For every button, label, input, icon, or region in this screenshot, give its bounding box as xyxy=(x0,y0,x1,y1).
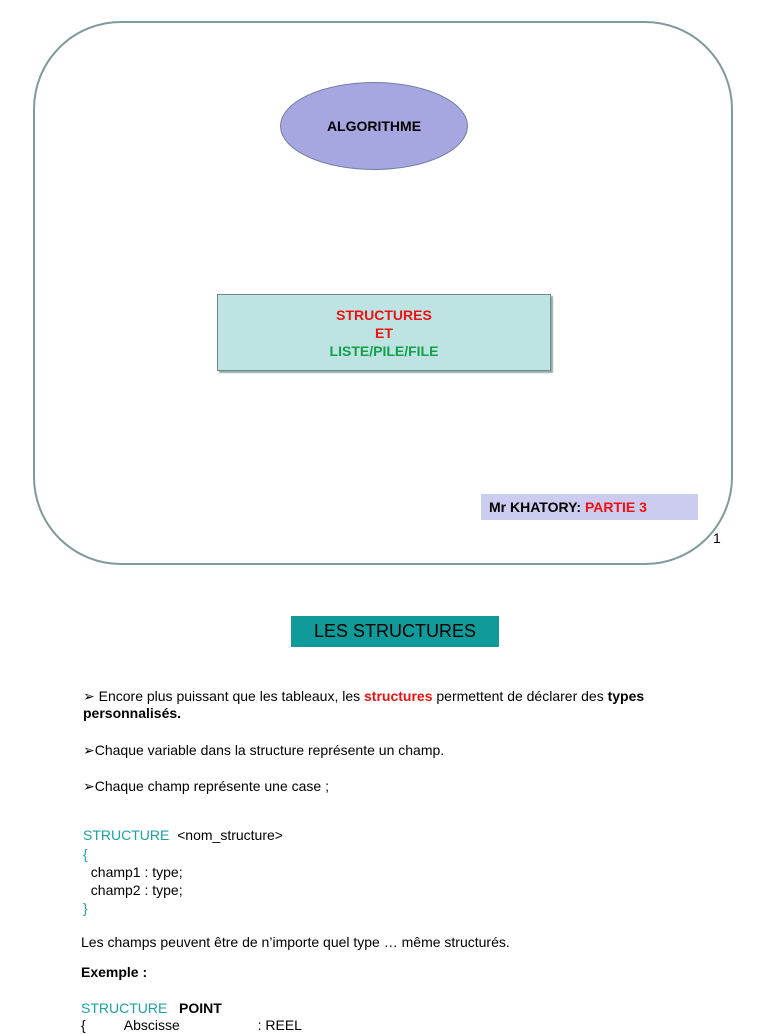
subject-line-et: ET xyxy=(375,325,393,341)
bullet1-bold-types: types xyxy=(607,688,645,704)
section-title-text: LES STRUCTURES xyxy=(313,621,477,641)
author-bar xyxy=(481,494,698,520)
example-structure-line xyxy=(81,1000,222,1017)
code-close-brace: } xyxy=(83,900,88,916)
subject-line-structures: STRUCTURES xyxy=(336,307,432,323)
slide-title: ALGORITHME xyxy=(326,118,422,134)
section-title xyxy=(291,616,499,647)
bullet1-mid: permettent de déclarer des xyxy=(432,688,608,704)
bullet-champ: ➢Chaque variable dans la structure représente un champ. xyxy=(83,742,445,758)
author-label: Mr KHATORY: xyxy=(489,499,582,515)
subject-line-liste: LISTE/PILE/FILE xyxy=(329,343,439,359)
bullet1-pre: ➢ Encore plus puissant que les tableaux, les xyxy=(83,688,365,704)
bullet-case: ➢Chaque champ représente une case ; xyxy=(83,778,329,794)
code-structure-line xyxy=(83,827,283,844)
code-name: <nom_structure> xyxy=(169,827,283,843)
code-field-2: champ2 : type; xyxy=(83,882,183,898)
part-label: PARTIE 3 xyxy=(584,499,647,515)
example-keyword: STRUCTURE xyxy=(81,1000,168,1016)
page-number: 1 xyxy=(713,530,721,546)
title-ellipse xyxy=(280,82,468,170)
example-cut-line: { Abscisse : REEL xyxy=(81,1017,302,1033)
subject-box xyxy=(217,294,551,371)
bullet1-keyword: structures xyxy=(364,688,433,704)
code-open-brace: { xyxy=(83,846,88,862)
bullet-structures xyxy=(83,688,723,722)
code-keyword: STRUCTURE xyxy=(83,827,170,843)
example-name: POINT xyxy=(179,1000,222,1016)
code-field-1: champ1 : type; xyxy=(83,864,183,880)
example-label: Exemple : xyxy=(81,964,148,980)
fields-note: Les champs peuvent être de n’importe quel type … même structurés. xyxy=(81,934,510,950)
bullet1-bold-personnalises: personnalisés. xyxy=(83,705,182,721)
